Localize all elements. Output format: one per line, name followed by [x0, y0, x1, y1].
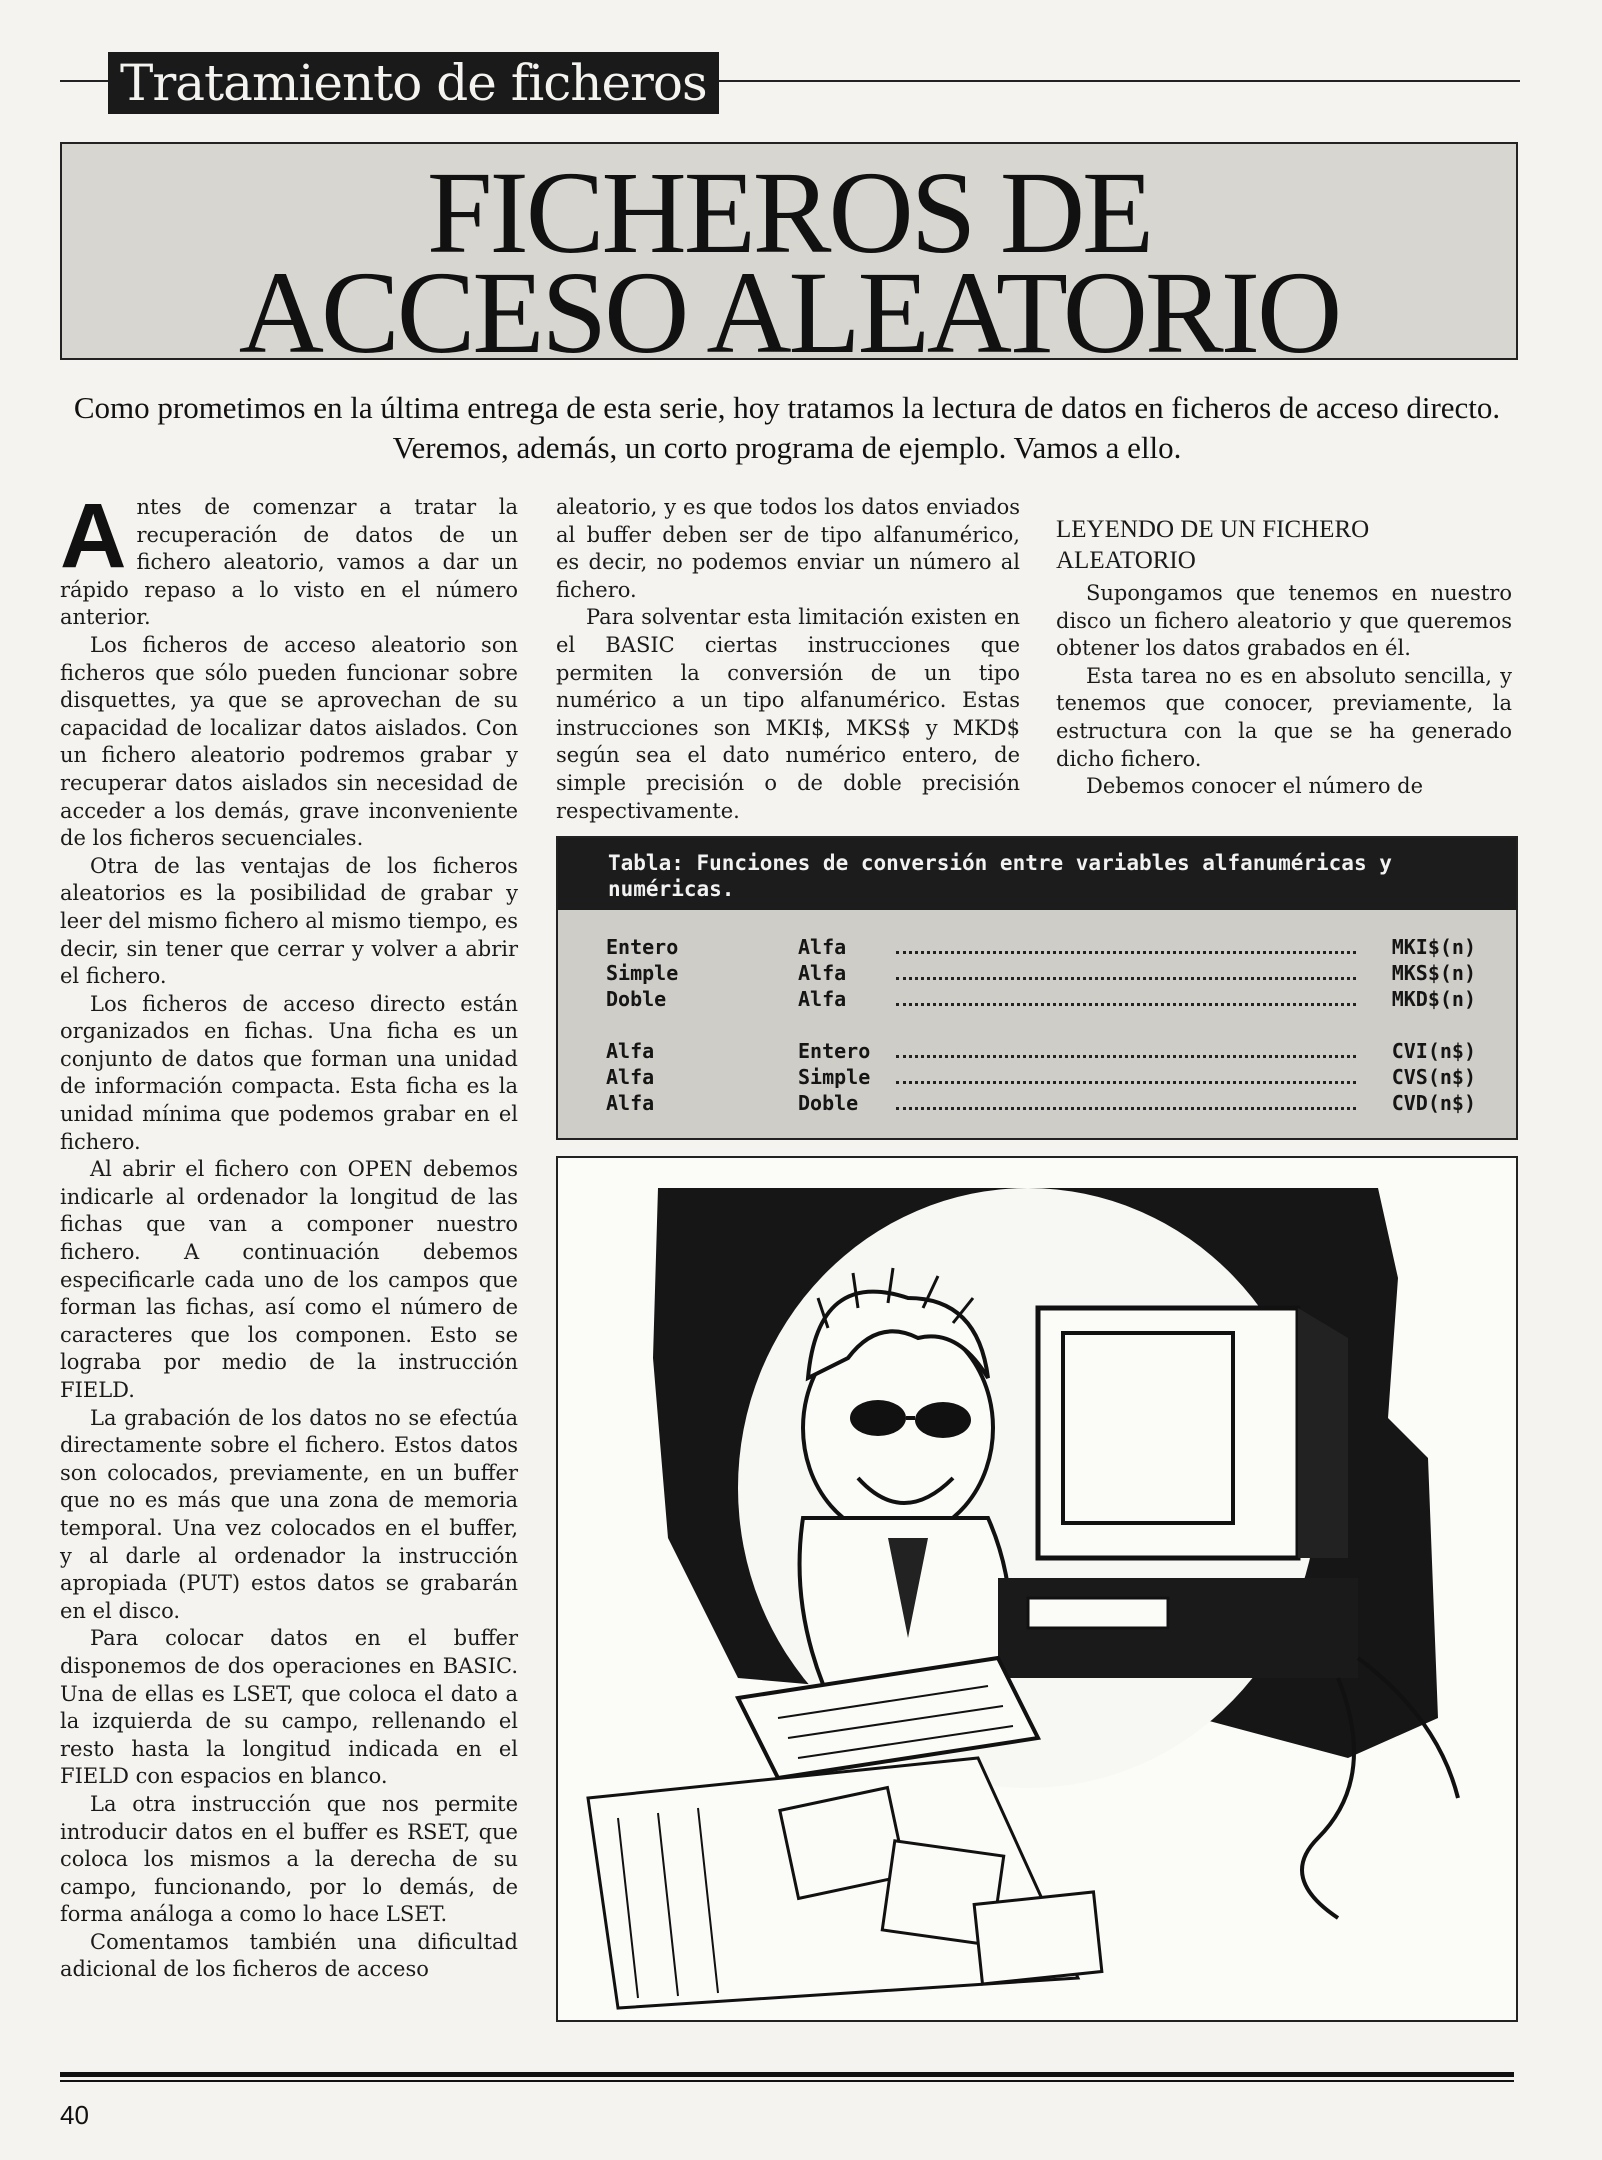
sunglasses-left [850, 1400, 906, 1436]
paragraph-2: Los ficheros de acceso aleatorio son ficheros que sólo pueden funcionar sobre disquettes, ya que se aprovechan de su capacidad de localizar datos aislados. Con un fichero aleatorio podremos grabar y recuperar datos aislados sin necesidad de acceder a los demás, grave inconveniente de los ficheros secuenciales. [60, 632, 518, 851]
paragraph-2: Para solventar esta limitación existen en el BASIC ciertas instrucciones que permiten la conversión de un tipo numérico a un tipo alfanumérico. Estas instrucciones son MKI$, MKS$ y MKD$ según sea el dato numérico entero, de simple precisión o de doble precisión respectivamente. [556, 605, 1020, 823]
title-line-1: FICHEROS DE [426, 147, 1152, 278]
paragraph-6: La grabación de los datos no se efectúa directamente sobre el fichero. Estos datos son colocados, previamente, en un buffer que no es más que una zona de memoria temporal. Una vez colocados en el buffer, y al darle al ordenador la instrucción apropiada (PUT) estos datos se grabarán en el disco. [60, 1405, 518, 1623]
sunglasses-right [915, 1402, 971, 1438]
lead-paragraph [60, 388, 1514, 468]
conversion-table [556, 836, 1518, 1140]
column-1 [60, 485, 518, 2014]
lead-line-1: Como prometimos en la última entrega de esta serie, hoy tratamos la lectura de datos en ficheros de acceso directo. [73, 390, 1501, 425]
floppy-disk-3 [974, 1892, 1102, 1984]
drop-cap: A [60, 485, 127, 587]
paragraph-8: La otra instrucción que nos permite introducir datos en el buffer es RSET, que coloca los mismos a la derecha de su campo, funcionando, por lo demás, de forma análoga a como lo hace LSET. [60, 1791, 518, 1927]
paragraph-5: Al abrir el fichero con OPEN debemos indicarle al ordenador la longitud de las fichas que van a componer nuestro fichero. A continuación debemos especificarle cada uno de los campos que forman las fichas, así como el número de caracteres que los componen. Esto se lograba por medio de la instrucción FIELD. [60, 1157, 518, 1402]
table-caption: Tabla: Funciones de conversión entre variables alfanuméricas y numéricas. [558, 838, 1516, 910]
subheading: LEYENDO DE UN FICHERO ALEATORIO [1056, 516, 1370, 574]
page-number: 40 [60, 2100, 89, 2130]
paragraph-2: Esta tarea no es en absoluto sencilla, y tenemos que conocer, previamente, la estructura con la que se ha generado dicho fichero. [1056, 663, 1512, 771]
paragraph-7: Para colocar datos en el buffer disponemos de dos operaciones en BASIC. Una de ellas es LSET, que coloca el dato a la izquierda de su campo, rellenando el resto hasta la longitud indicada en el FIELD con espacios en blanco. [60, 1626, 518, 1789]
table-row: Alfa Simple CVS(n$) [606, 1065, 1476, 1089]
paragraph-1: Supongamos que tenemos en nuestro disco un fichero aleatorio y que queremos obtener los datos grabados en él. [1056, 581, 1512, 661]
column-2 [556, 494, 1020, 824]
paragraph-3: Otra de las ventajas de los ficheros aleatorios es la posibilidad de grabar y leer del mismo fichero al mismo tiempo, es decir, sin tener que cerrar y volver a abrir el fichero. [60, 853, 518, 989]
column-3 [1056, 514, 1512, 814]
paragraph-9: Comentamos también una dificultad adicional de los ficheros de acceso [60, 1929, 518, 1982]
section-tag: Tratamiento de ficheros [108, 52, 719, 114]
table-row: Doble Alfa MKD$(n) [606, 987, 1476, 1011]
table-row: Simple Alfa MKS$(n) [606, 961, 1476, 985]
illustration-frame [556, 1156, 1518, 2022]
table-row: Entero Alfa MKI$(n) [606, 935, 1476, 959]
footer-rule [60, 2072, 1514, 2077]
monitor-screen [1063, 1333, 1233, 1523]
paragraph-3: Debemos conocer el número de [1086, 774, 1424, 799]
paragraph-1: Antes de comenzar a tratar la recuperación de datos de un fichero aleatorio, vamos a dar un rápido repaso a lo visto en el número anterior. [60, 485, 518, 630]
paragraph-4: Los ficheros de acceso directo están organizados en fichas. Una ficha es un conjunto de datos que forman una unidad de información compacta. Esta ficha es la unidad mínima que podemos grabar en el fichero. [60, 991, 518, 1154]
paragraph-1: aleatorio, y es que todos los datos enviados al buffer deben ser de tipo alfanumérico, es decir, no podemos enviar un número al fichero. [556, 495, 1020, 602]
cartoon-illustration [558, 1158, 1516, 2020]
disk-drive-slot [1028, 1598, 1168, 1628]
table-row: Alfa Doble CVD(n$) [606, 1091, 1476, 1115]
footer-rule-thin [60, 2080, 1514, 2082]
monitor-side [1298, 1308, 1348, 1558]
title-line-2: ACCESO ALEATORIO [238, 247, 1340, 378]
lead-line-2: Veremos, además, un corto programa de ejemplo. Vamos a ello. [392, 430, 1182, 465]
table-row: Alfa Entero CVI(n$) [606, 1039, 1476, 1063]
title-box [60, 142, 1518, 378]
